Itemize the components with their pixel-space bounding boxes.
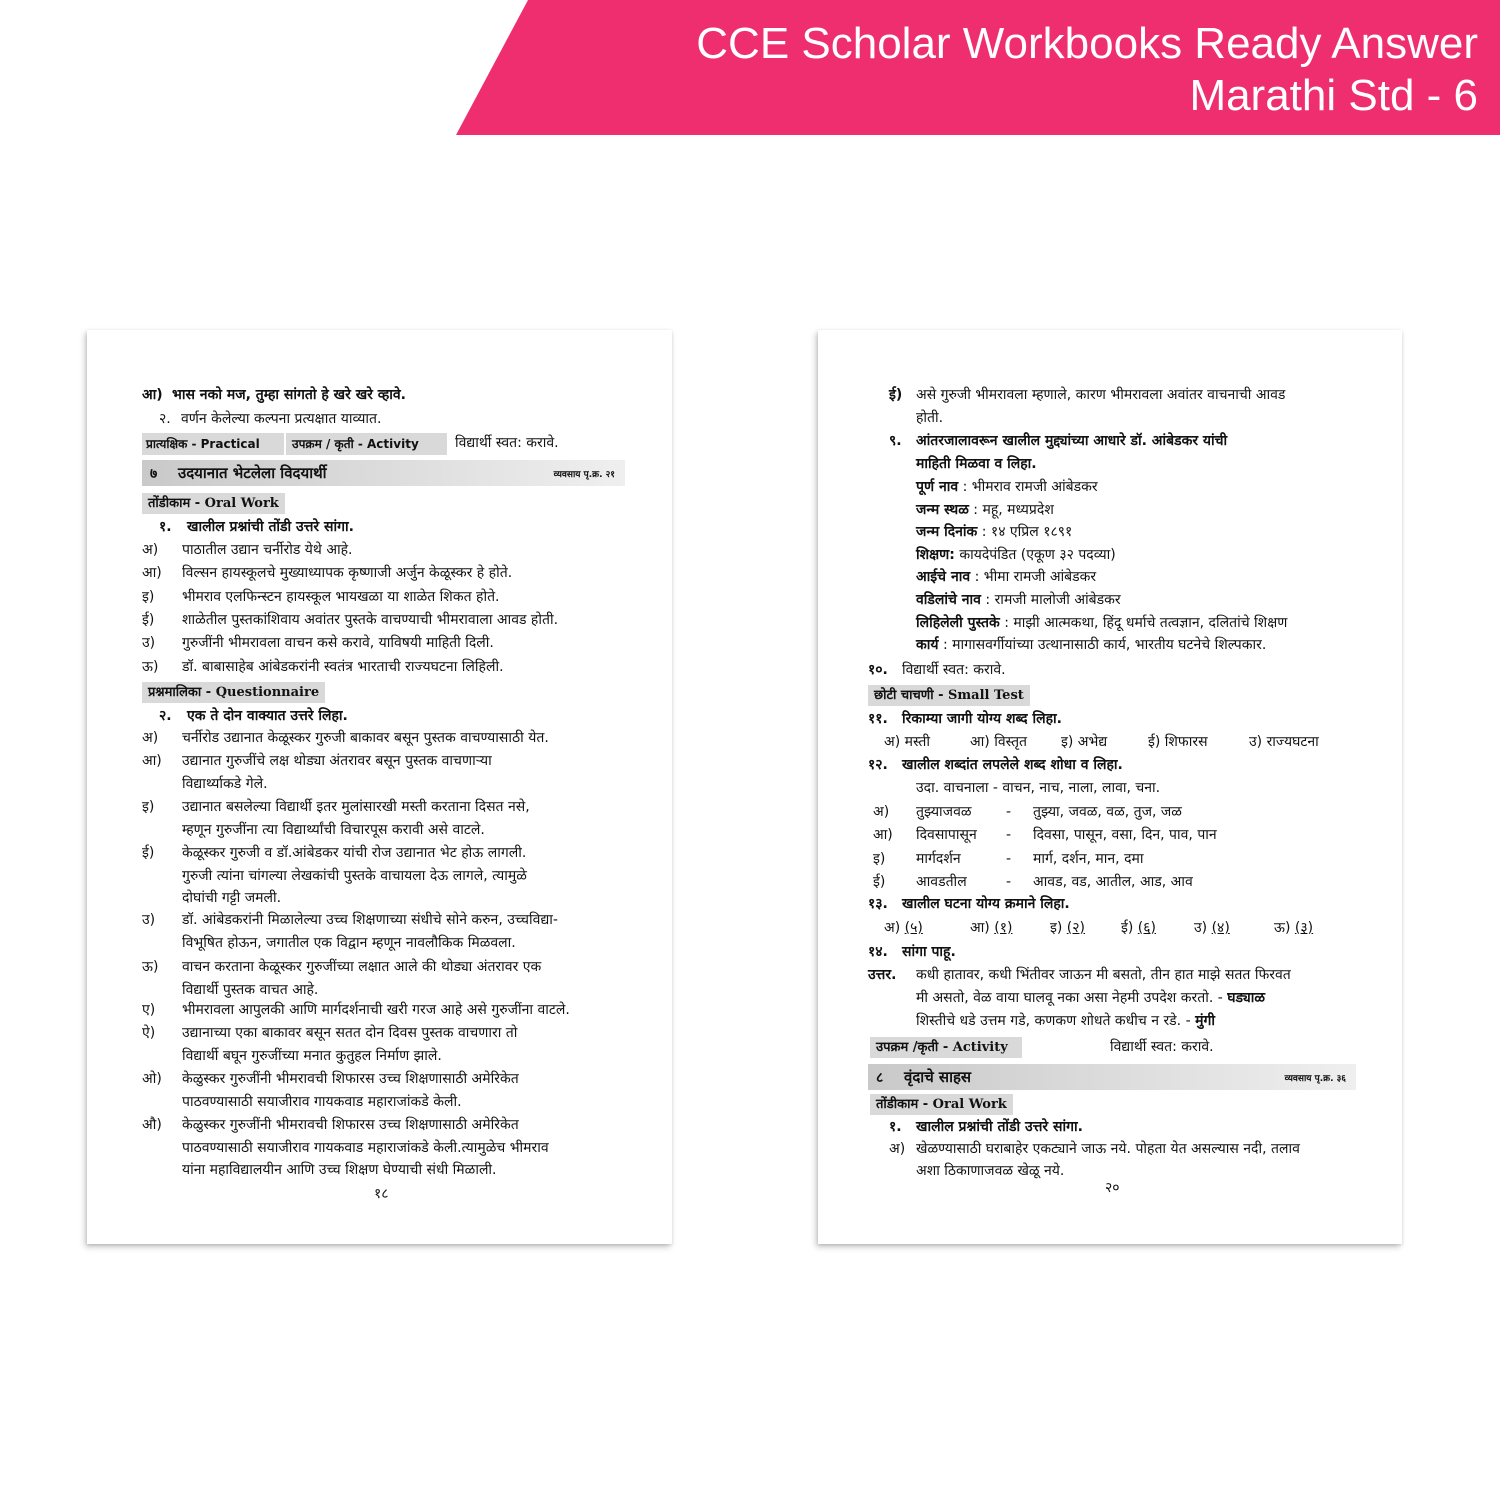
order-marker: उ) — [1194, 920, 1208, 936]
answer-text: म्हणून गुरुजींना त्या विद्यार्थ्यांची विचारपूस करावी असे वाटले. — [182, 821, 485, 838]
fact-key: लिहिलेली पुस्तके — [916, 614, 1000, 631]
fact-item — [916, 613, 1287, 634]
oral-work-label: तोंडीकाम - Oral Work — [870, 1094, 1013, 1115]
answer-item: आ) विस्तृत — [970, 734, 1028, 750]
activity-label: उपक्रम /कृती - Activity — [870, 1037, 1022, 1058]
answer-item: उ) राज्यघटना — [1249, 734, 1319, 750]
chapter-title: उदयानात भेटलेला विदयार्थी — [178, 464, 327, 482]
fact-item — [916, 522, 1072, 543]
word: मार्गदर्शन — [916, 850, 961, 867]
answer-marker: अ) — [142, 542, 159, 558]
answer-item: ई) शिफारस — [1148, 734, 1208, 750]
fact-value: : माझी आत्मकथा, हिंदू धर्माचे तत्वज्ञान, दलितांचे शिक्षण — [999, 614, 1288, 631]
hidden-words: मार्ग, दर्शन, मान, दमा — [1033, 850, 1144, 867]
fact-item — [916, 545, 1116, 566]
answer-text: उद्यानात गुरुजींचे लक्ष थोड्या अंतरावर बसून पुस्तक वाचणाऱ्या — [182, 753, 492, 769]
answer-text: उद्यानाच्या एका बाकावर बसून सतत दोन दिवस पुस्तक वाचणारा तो — [182, 1025, 518, 1041]
fact-item — [916, 567, 1096, 588]
answer: शिस्तीचे धडे उत्तम गडे, कणकण शोधते कधीच न रडे. - मुंगी — [916, 1013, 1215, 1029]
fact-key: आईचे नाव — [916, 569, 971, 586]
order-value: (३) — [1294, 920, 1314, 936]
answer-text: दोघांची गट्टी जमली. — [182, 890, 282, 906]
answer-marker: ऐ) — [142, 1025, 156, 1041]
order-value: (१) — [994, 920, 1013, 936]
answer-keyword: मुंगी — [1195, 1013, 1215, 1029]
answer-marker: ई) — [142, 845, 155, 861]
answer-text: पाठातील उद्यान चर्नीरोड येथे आहे. — [182, 542, 353, 558]
answer: मी असतो, वेळ वाया घालवू नका असा नेहमी उपदेश करतो. - घड्याळ — [916, 990, 1265, 1006]
fact-key: शिक्षण: — [916, 546, 955, 563]
fact-value: : मागासवर्गीयांच्या उत्थानासाठी कार्य, भारतीय घटनेचे शिल्पकार. — [938, 637, 1267, 654]
order-item — [1121, 918, 1156, 939]
hidden-words: तुझ्या, जवळ, वळ, तुज, जळ — [1033, 804, 1182, 820]
label-english: Oral Work — [932, 1097, 1007, 1112]
answer-text: उद्यानात बसलेल्या विद्यार्थी इतर मुलांसारखी मस्ती करताना दिसत नसे, — [182, 799, 530, 815]
label-english: Activity — [952, 1040, 1008, 1055]
label-english: Questionnaire — [215, 685, 320, 700]
order-item — [970, 918, 1012, 939]
answer-marker: उ) — [142, 635, 156, 652]
word: तुझ्याजवळ — [916, 804, 972, 820]
answer-text: विद्यार्थी पुस्तक वाचत आहे. — [182, 981, 319, 998]
answer-marker: अ) — [142, 730, 159, 746]
chapter-title: वृंदाचे साहस — [904, 1068, 972, 1086]
chapter-ref: व्यवसाय पृ.क्र. ३६ — [1284, 1074, 1346, 1084]
fact-value: : भीमराव रामजी आंबेडकर — [958, 479, 1098, 495]
page-left: आ) भास नको मज, तुम्हा सांगतो हे खरे खरे व्हावे. २. वर्णन केलेल्या कल्पना प्रत्यक्षात याव्यात. प्रात्यक्षिक - Practical उपक्रम / कृती - Activity विद्यार्थी स्वत: करावे. ७ उदयानात भेटलेला विदयार्थी व्यवसाय पृ.क्र. २१ तोंडीकाम - Oral Work १. खालील प्रश्नांची तोंडी उत्तरे सांगा. अ) पाठातील उद्यान चर्नीरोड येथे आहे. आ) विल्सन हायस्कूलचे मुख्याध्यापक कृष्णाजी अर्जुन केळूस्कर हे होते. इ) भीमराव एलफिन्स्टन हायस्कूल भायखळा या शाळेत शिकत होते. ई) शाळेतील पुस्तकांशिवाय अवांतर पुस्तके वाचण्याची भीमरावाला आवड होती. उ) गुरुजींनी भीमरावला वाचन कसे करावे, याविषयी माहिती दिली. ऊ) डॉ. बाबासाहेब आंबेडकरांनी स्वतंत्र भारताची राज्यघटना लिहिली. प्रश्नमालिका - Questionnaire २. एक ते दोन वाक्यात उत्तरे लिहा. अ) चर्नीरोड उद्यानात केळूस्कर गुरुजी बाकावर बसून पुस्तक वाचण्यासाठी येत. आ) उद्यानात गुरुजींचे लक्ष थोड्या अंतरावर बसून पुस्तक वाचणाऱ्या विद्यार्थ्याकडे गेले. इ) उद्यानात बसलेल्या विद्यार्थी इतर मुलांसारखी मस्ती करताना दिसत नसे, म्हणून गुरुजींना त्या विद्यार्थ्यांची विचारपूस करावी असे वाटले. ई) केळूस्कर गुरुजी व डॉ.आंबेडकर यांची रोज उद्यानात भेट होऊ लागली. गुरुजी त्यांना चांगल्या लेखकांची पुस्तके वाचायला देऊ लागले, त्यामुळे दोघांची गट्टी जमली. उ) डॉ. आंबेडकरांनी मिळालेल्या उच्च शिक्षणाच्या संधीचे सोने करुन, उच्चविद्या- विभूषित होऊन, जगातील एक विद्वान म्हणून नावलौकिक मिळवला. ऊ) वाचन करताना केळूस्कर गुरुजींच्या लक्षात आले की थोड्या अंतरावर एक विद्यार्थी पुस्तक वाचत आहे. ए) भीमरावला आपुलकी आणि मार्गदर्शनाची खरी गरज आहे असे गुरुजींना वाटले. ऐ) उद्यानाच्या एका बाकावर बसून सतत दोन दिवस पुस्तक वाचणारा तो विद्यार्थी बघून गुरुजींच्या मनात कुतुहल निर्माण झाले. ओ) केळुस्कर गुरुजींनी भीमरावची शिफारस उच्च शिक्षणासाठी अमेरिकेत पाठवण्यासाठी सयाजीराव गायकवाड महाराजांकडे केली. औ) केळुस्कर गुरुजींनी भीमरावची शिफारस उच्च शिक्षणासाठी अमेरिकेत पाठवण्यासाठी सयाजीराव गायकवाड महाराजांकडे केली.त्यामुळेच भीमराव यांना महाविद्यालयीन आणि उच्च शिक्षण घेण्याची संधी मिळाली. १८ — [87, 330, 672, 1244]
fact-value: : महू, मध्यप्रदेश — [968, 501, 1054, 518]
fact-value: : भीमा रामजी आंबेडकर — [970, 569, 1097, 586]
order-marker: आ) — [970, 920, 990, 936]
chapter-header — [142, 460, 625, 486]
answer-text: भीमराव एलफिन्स्टन हायस्कूल भायखळा या शाळेत शिकत होते. — [182, 588, 500, 605]
banner-title — [696, 18, 1478, 122]
answer-marker: अ) — [873, 804, 890, 820]
answer-marker: ओ) — [142, 1071, 162, 1087]
answer-text: विभूषित होऊन, जगातील एक विद्वान म्हणून नावलौकिक मिळवला. — [182, 934, 516, 951]
page-number: २० — [1105, 1180, 1120, 1196]
page-right: ई) असे गुरुजी भीमरावला म्हणाले, कारण भीमरावला अवांतर वाचनाची आवड होती. ९. आंतरजालावरून खालील मुद्द्यांच्या आधारे डॉ. आंबेडकर यांची माहिती मिळवा व लिहा. पूर्ण नाव : भीमराव रामजी आंबेडकर जन्म स्थळ : महू, मध्यप्रदेश जन्म दिनांक : १४ एप्रिल १८९१ शिक्षण: कायदेपंडित (एकूण ३२ पदव्या) आईचे नाव : भीमा रामजी आंबेडकर वडिलांचे नाव : रामजी मालोजी आंबेडकर लिहिलेली पुस्तके : माझी आत्मकथा, हिंदू धर्माचे तत्वज्ञान, दलितांचे शिक्षण कार्य : मागासवर्गीयांच्या उत्थानासाठी कार्य, भारतीय घटनेचे शिल्पकार. १०. विद्यार्थी स्वत: करावे. छोटी चाचणी - Small Test ११. रिकाम्या जागी योग्य शब्द लिहा. अ) मस्ती आ) विस्तृत इ) अभेद्य ई) शिफारस उ) राज्यघटना १२. खालील शब्दांत लपलेले शब्द शोधा व लिहा. उदा. वाचनाला - वाचन, नाच, नाला, लावा, चना. अ) तुझ्याजवळ - तुझ्या, जवळ, वळ, तुज, जळ आ) दिवसापासून - दिवसा, पासून, वसा, दिन, पाव, पान इ) मार्गदर्शन - मार्ग, दर्शन, मान, दमा ई) आवडतील - आवड, वड, आतील, आड, आव १३. खालील घटना योग्य क्रमाने लिहा. अ) (५) आ) (१) इ) (२) ई) (६) उ) (४) ऊ) (३) १४. सांगा पाहू. उत्तर. कधी हातावर, कधी भिंतीवर जाऊन मी बसतो, तीन हात माझे सतत फिरवत मी असतो, वेळ वाया घालवू नका असा नेहमी उपदेश करतो. - घड्याळ शिस्तीचे धडे उत्तम गडे, कणकण शोधते कधीच न रडे. - मुंगी उपक्रम /कृती - Activity विद्यार्थी स्वत: करावे. ८ वृंदाचे साहस व्यवसाय पृ.क्र. ३६ तोंडीकाम - Oral Work १. खालील प्रश्नांची तोंडी उत्तरे सांगा. अ) खेळण्यासाठी घराबाहेर एकट्याने जाऊ नये. पोहता येत असल्यास नदी, तलाव अशा ठिकाणाजवळ खेळू नये. २० — [818, 330, 1402, 1244]
answer-text: पाठवण्यासाठी सयाजीराव गायकवाड महाराजांकडे केली. — [182, 1093, 462, 1110]
answer-text: विद्यार्थी बघून गुरुजींच्या मनात कुतुहल निर्माण झाले. — [182, 1047, 442, 1064]
answer-text: पाठवण्यासाठी सयाजीराव गायकवाड महाराजांकडे केली.त्यामुळेच भीमराव — [182, 1139, 549, 1156]
word: दिवसापासून — [916, 827, 977, 844]
dash: - — [1006, 804, 1012, 820]
order-marker: ई) — [1121, 920, 1134, 936]
word: आवडतील — [916, 873, 967, 890]
answer-text: विल्सन हायस्कूलचे मुख्याध्यापक कृष्णाजी अर्जुन केळूस्कर हे होते. — [182, 565, 513, 582]
practical-label: प्रात्यक्षिक - Practical — [142, 433, 284, 455]
small-test-label: छोटी चाचणी - Small Test — [868, 685, 1030, 706]
fact-key: पूर्ण नाव — [916, 479, 959, 495]
fact-value: : १४ एप्रिल १८९१ — [977, 524, 1073, 541]
answer-text: गुरुजी त्यांना चांगल्या लेखकांची पुस्तके वाचायला देऊ लागले, त्यामुळे — [182, 867, 527, 884]
dash: - — [1006, 827, 1012, 844]
questionnaire-label: प्रश्नमालिका - Questionnaire — [142, 682, 325, 703]
answer-item: अ) मस्ती — [884, 734, 931, 750]
answer-text: विद्यार्थ्याकडे गेले. — [182, 775, 268, 792]
answer-item: इ) अभेद्य — [1061, 734, 1108, 750]
dash: - — [1006, 850, 1012, 867]
answer-marker: ई) — [142, 611, 155, 628]
label-english: Oral Work — [204, 496, 279, 511]
oral-work-label: तोंडीकाम - Oral Work — [142, 493, 285, 514]
order-value: (२) — [1066, 920, 1086, 936]
fact-value: : रामजी मालोजी आंबेडकर — [980, 592, 1121, 608]
answer-text: केळूस्कर गुरुजी व डॉ.आंबेडकर यांची रोज उद्यानात भेट होऊ लागली. — [182, 845, 527, 861]
order-item — [884, 918, 923, 939]
chapter-number: ७ — [150, 466, 158, 482]
answer-marker: उ) — [142, 912, 156, 928]
fact-item — [916, 590, 1121, 611]
answer-marker: ई) — [873, 873, 886, 890]
banner-line-1: CCE Scholar Workbooks Ready Answer — [696, 19, 1478, 68]
fact-key: कार्य — [916, 637, 939, 654]
hidden-words: दिवसा, पासून, वसा, दिन, पाव, पान — [1033, 827, 1217, 844]
fact-value: कायदेपंडित (एकूण ३२ पदव्या) — [954, 546, 1116, 563]
fact-key: जन्म स्थळ — [916, 501, 969, 518]
line: असे गुरुजी भीमरावला म्हणाले, कारण भीमरावला अवांतर वाचनाची आवड — [916, 387, 1286, 403]
banner-line-2: Marathi Std - 6 — [1189, 71, 1478, 120]
answer-text: भीमरावला आपुलकी आणि मार्गदर्शनाची खरी गरज आहे असे गुरुजींना वाटले. — [182, 1002, 570, 1018]
order-value: (५) — [904, 920, 923, 936]
answer-marker: आ) — [142, 753, 162, 769]
answer-text: शाळेतील पुस्तकांशिवाय अवांतर पुस्तके वाचण्याची भीमरावाला आवड होती. — [182, 611, 559, 628]
activity-label: उपक्रम / कृती - Activity — [286, 433, 447, 455]
order-value: (४) — [1211, 920, 1230, 936]
fact-item — [916, 500, 1054, 521]
order-marker: अ) — [884, 920, 901, 936]
answer-marker: ऊ) — [142, 959, 159, 975]
chapter-number: ८ — [876, 1070, 884, 1086]
answer-marker: इ) — [142, 799, 155, 815]
order-value: (६) — [1137, 920, 1157, 936]
answer-text: डॉ. बाबासाहेब आंबेडकरांनी स्वतंत्र भारताची राज्यघटना लिहिली. — [182, 658, 504, 675]
chapter-ref: व्यवसाय पृ.क्र. २१ — [553, 470, 615, 480]
label-english: Small Test — [948, 688, 1024, 703]
fact-item — [916, 477, 1098, 498]
answer-text: यांना महाविद्यालयीन आणि उच्च शिक्षण घेण्याची संधी मिळाली. — [182, 1162, 497, 1178]
answer-text: केळुस्कर गुरुजींनी भीमरावची शिफारस उच्च शिक्षणासाठी अमेरिकेत — [182, 1117, 519, 1133]
order-marker: इ) — [1050, 920, 1063, 936]
hidden-words: आवड, वड, आतील, आड, आव — [1033, 873, 1193, 890]
answer-marker: ए) — [142, 1002, 156, 1018]
answer-text: डॉ. आंबेडकरांनी मिळालेल्या उच्च शिक्षणाच्या संधीचे सोने करुन, उच्चविद्या- — [182, 912, 558, 928]
dash: - — [1006, 873, 1012, 890]
answer-marker: आ) — [873, 827, 893, 844]
answer-marker: इ) — [873, 850, 886, 867]
fact-key: वडिलांचे नाव — [916, 592, 981, 608]
answer-keyword: घड्याळ — [1227, 990, 1265, 1006]
answer-marker: औ) — [142, 1117, 162, 1133]
answer-marker: ऊ) — [142, 658, 159, 675]
order-marker: ऊ) — [1274, 920, 1291, 936]
chapter-header — [868, 1064, 1356, 1090]
order-item — [1050, 918, 1085, 939]
fact-item — [916, 635, 1266, 656]
order-item — [1274, 918, 1313, 939]
answer-text: चर्नीरोड उद्यानात केळूस्कर गुरुजी बाकावर बसून पुस्तक वाचण्यासाठी येत. — [182, 730, 549, 746]
answer-marker: इ) — [142, 588, 155, 605]
answer-text: गुरुजींनी भीमरावला वाचन कसे करावे, याविषयी माहिती दिली. — [182, 635, 494, 652]
fact-key: जन्म दिनांक — [916, 524, 978, 541]
answer-text: केळुस्कर गुरुजींनी भीमरावची शिफारस उच्च शिक्षणासाठी अमेरिकेत — [182, 1071, 519, 1087]
answer-marker: आ) — [142, 565, 162, 582]
answer-text: वाचन करताना केळूस्कर गुरुजींच्या लक्षात आले की थोड्या अंतरावर एक — [182, 959, 542, 975]
page-number: १८ — [374, 1186, 389, 1202]
order-item — [1194, 918, 1230, 939]
